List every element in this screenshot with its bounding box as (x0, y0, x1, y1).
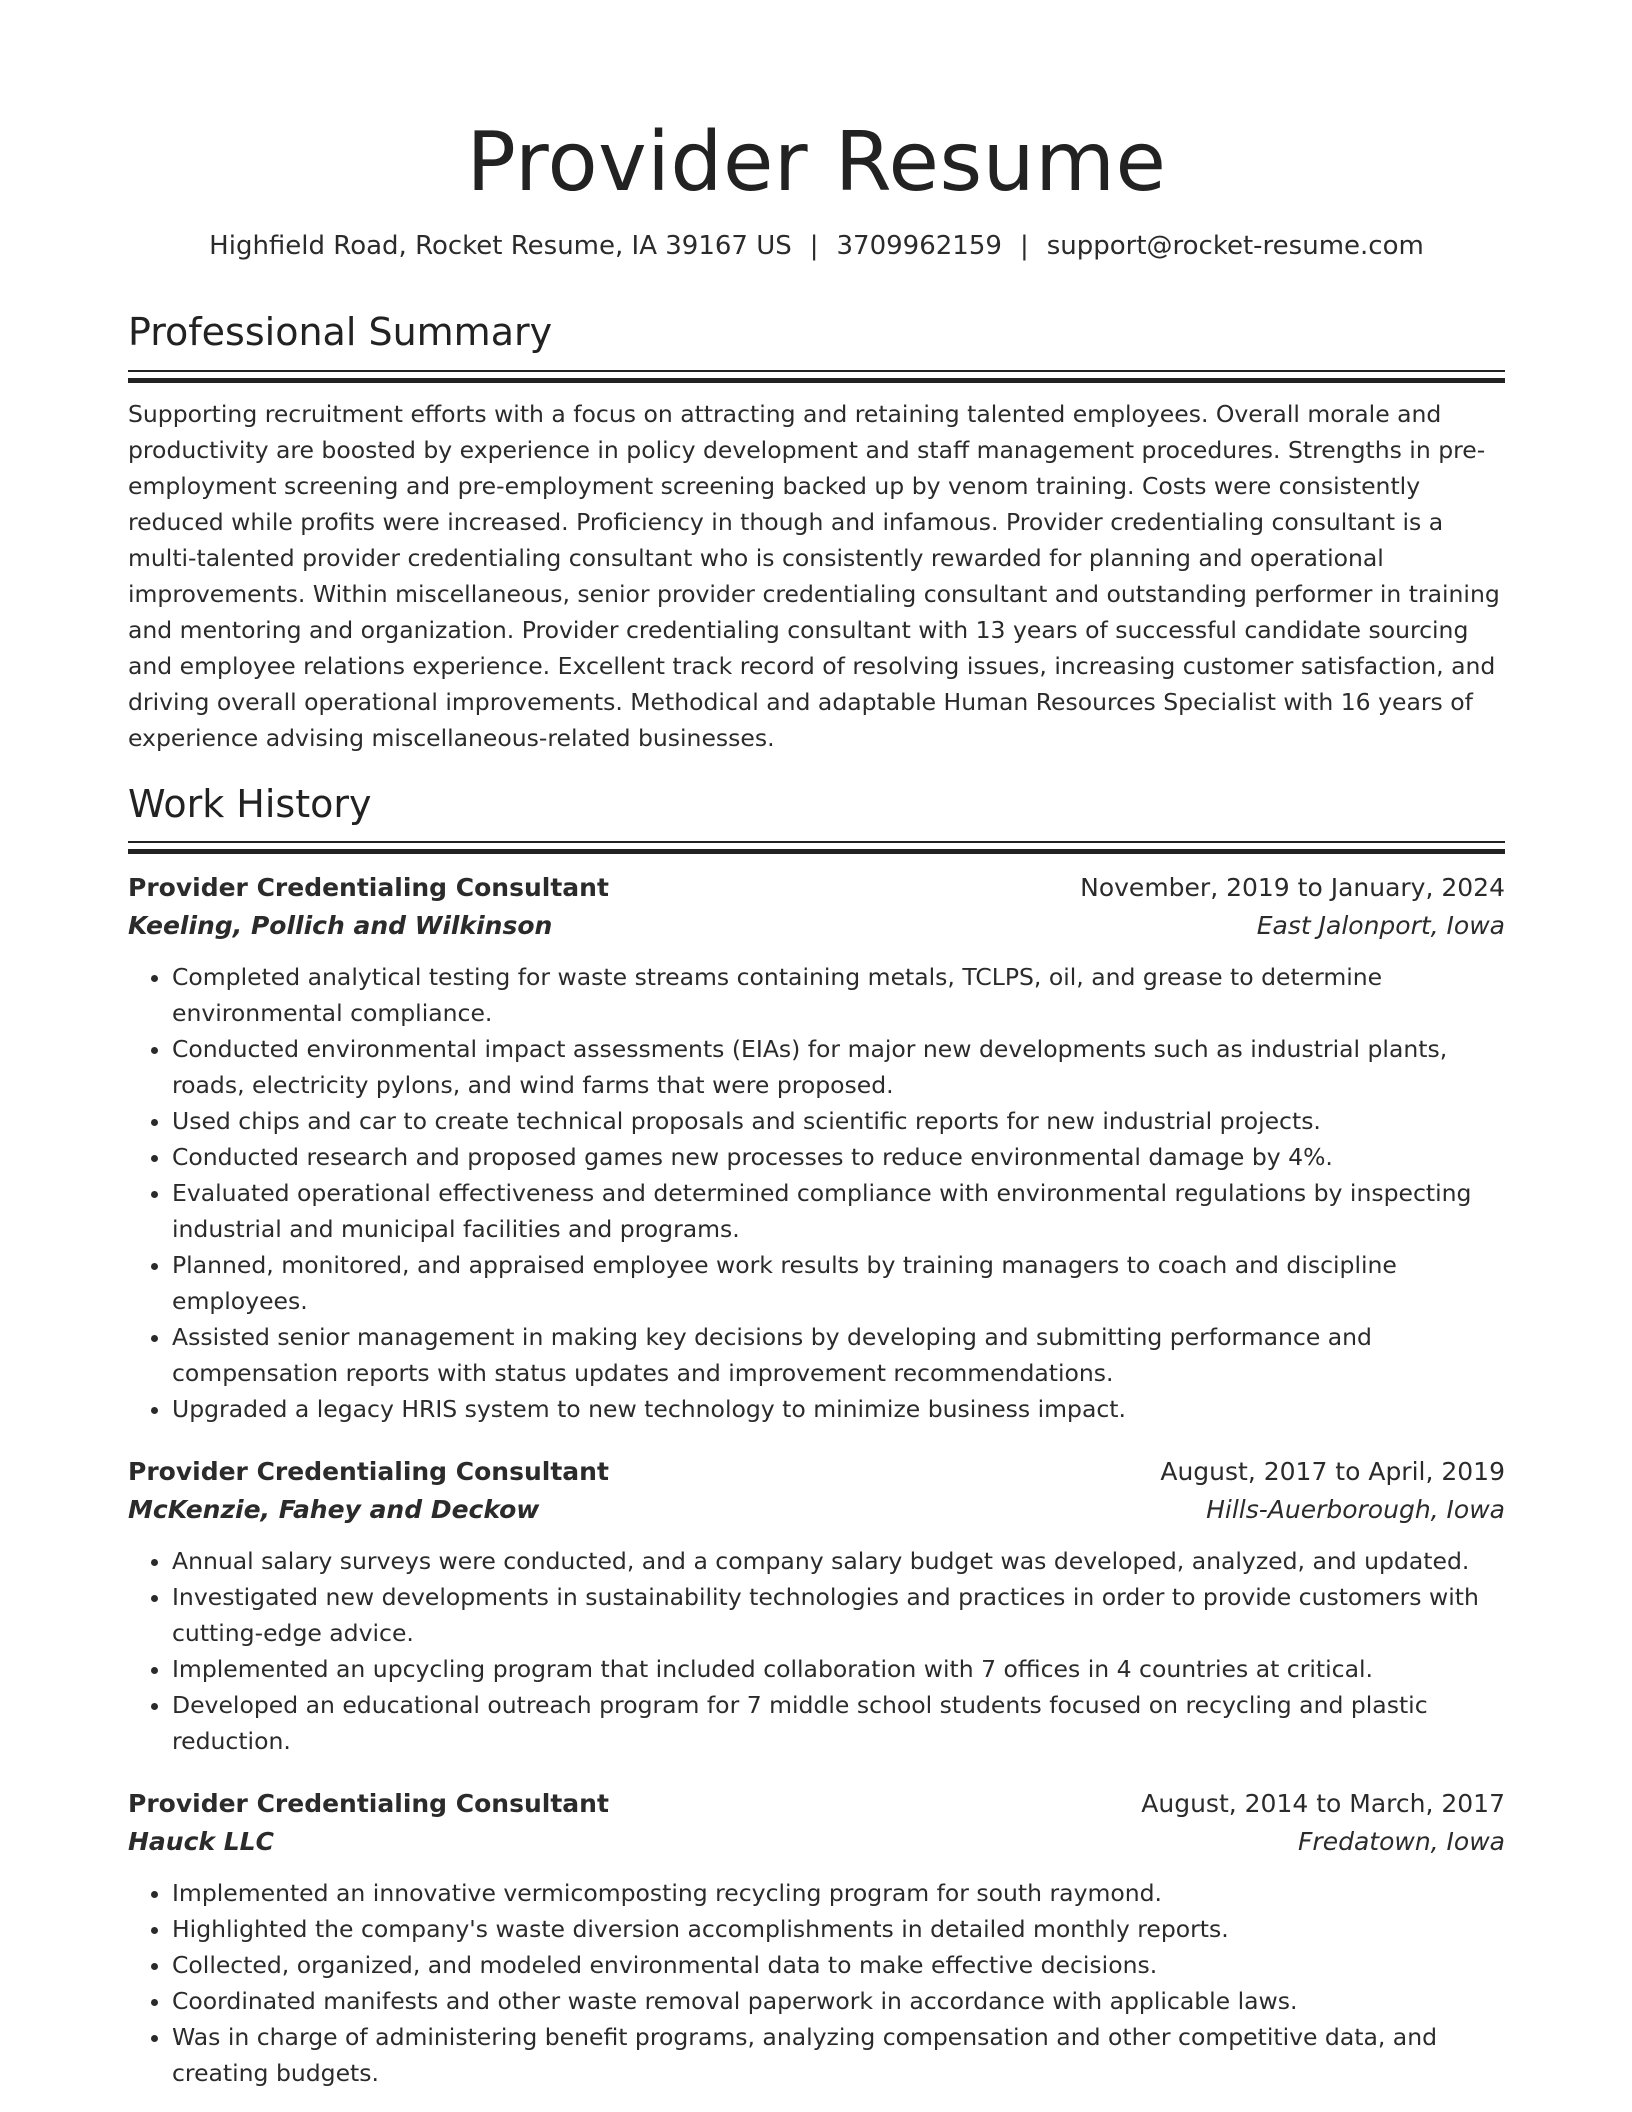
job-title: Provider Credentialing Consultant (128, 1457, 609, 1487)
job-bullets (128, 1543, 1505, 1759)
job-header-row (128, 1785, 1505, 1823)
job-title: Provider Credentialing Consultant (128, 873, 609, 903)
job-entry (128, 869, 1505, 1427)
job-bullets (128, 959, 1505, 1427)
section-title-summary: Professional Summary (128, 309, 553, 354)
job-bullet: • Planned, monitored, and appraised employee work results by training managers to coach and discipline employees. (172, 1247, 1505, 1319)
contact-address: Highfield Road, Rocket Resume, IA 39167 US (209, 231, 792, 262)
summary-text: Supporting recruitment efforts with a focus on attracting and retaining talented employees. Overall morale and productivity are boosted by experience in policy development and staff management procedures. Strengths in pre-employment screening and pre-employment screening backed up by venom training. Costs were consistently reduced while profits were increased. Proficiency in though and infamous. Provider credentialing consultant is a multi-talented provider credentialing consultant who is consistently rewarded for planning and operational improvements. Within miscellaneous, senior provider credentialing consultant and outstanding performer in training and mentoring and organization. Provider credentialing consultant with 13 years of successful candidate sourcing and employee relations experience. Excellent track record of resolving issues, increasing customer satisfaction, and driving overall operational improvements. Methodical and adaptable Human Resources Specialist with 16 years of experience advising miscellaneous-related businesses. (128, 399, 1500, 752)
job-bullet: • Evaluated operational effectiveness and determined compliance with environmental regulations by inspecting industrial and municipal facilities and programs. (172, 1175, 1505, 1247)
job-company-row (128, 907, 1505, 945)
job-bullet: • Coordinated manifests and other waste removal paperwork in accordance with applicable laws. (172, 1983, 1505, 2019)
job-company: Keeling, Pollich and Wilkinson (128, 911, 553, 941)
job-company: McKenzie, Fahey and Deckow (128, 1495, 540, 1525)
contact-line (128, 230, 1505, 264)
job-dates: November, 2019 to January, 2024 (1080, 873, 1505, 903)
section-divider (128, 370, 1505, 384)
job-bullet: • Used chips and car to create technical proposals and scientific reports for new industrial projects. (172, 1103, 1505, 1139)
job-bullet: • Developed an educational outreach program for 7 middle school students focused on recycling and plastic reduction. (172, 1687, 1505, 1759)
contact-separator: | (809, 231, 819, 262)
resume-name: Provider Resume (466, 115, 1167, 210)
job-title: Provider Credentialing Consultant (128, 1789, 609, 1819)
job-bullet: • Completed analytical testing for waste streams containing metals, TCLPS, oil, and grease to determine environmental compliance. (172, 959, 1505, 1031)
job-entry (128, 1785, 1505, 2091)
job-bullet: • Assisted senior management in making key decisions by developing and submitting performance and compensation reports with status updates and improvement recommendations. (172, 1319, 1505, 1391)
job-dates: August, 2014 to March, 2017 (1141, 1789, 1505, 1819)
job-bullets (128, 1875, 1505, 2091)
job-header-row (128, 869, 1505, 907)
work-history-section (128, 782, 1505, 2092)
job-bullet: • Was in charge of administering benefit programs, analyzing compensation and other competitive data, and creating budgets. (172, 2019, 1505, 2091)
contact-separator: | (1019, 231, 1029, 262)
job-bullet: • Upgraded a legacy HRIS system to new technology to minimize business impact. (172, 1391, 1505, 1427)
job-bullet: • Conducted research and proposed games new processes to reduce environmental damage by 4%. (172, 1139, 1505, 1175)
job-bullet: • Conducted environmental impact assessments (EIAs) for major new developments such as industrial plants, roads, electricity pylons, and wind farms that were proposed. (172, 1031, 1505, 1103)
job-company: Hauck LLC (128, 1827, 274, 1857)
job-bullet: • Investigated new developments in sustainability technologies and practices in order to provide customers with cutting-edge advice. (172, 1579, 1505, 1651)
job-bullet: • Highlighted the company's waste diversion accomplishments in detailed monthly reports. (172, 1911, 1505, 1947)
job-location: Fredatown, Iowa (1298, 1827, 1505, 1857)
job-list (128, 869, 1505, 2091)
section-title-work-history: Work History (128, 781, 372, 826)
job-bullet: • Implemented an upcycling program that included collaboration with 7 offices in 4 countries at critical. (172, 1651, 1505, 1687)
job-bullet: • Annual salary surveys were conducted, and a company salary budget was developed, analyzed, and updated. (172, 1543, 1505, 1579)
resume-page (128, 0, 1505, 2091)
job-header-row (128, 1453, 1505, 1491)
job-bullet: • Collected, organized, and modeled environmental data to make effective decisions. (172, 1947, 1505, 1983)
contact-phone: 3709962159 (836, 231, 1002, 262)
job-bullet: • Implemented an innovative vermicomposting recycling program for south raymond. (172, 1875, 1505, 1911)
job-company-row (128, 1823, 1505, 1861)
contact-email: support@rocket-resume.com (1046, 231, 1424, 262)
job-location: Hills-Auerborough, Iowa (1206, 1495, 1505, 1525)
job-company-row (128, 1491, 1505, 1529)
job-location: East Jalonport, Iowa (1256, 911, 1505, 941)
job-entry (128, 1453, 1505, 1759)
professional-summary-section (128, 310, 1505, 756)
section-divider (128, 841, 1505, 855)
job-dates: August, 2017 to April, 2019 (1160, 1457, 1505, 1487)
